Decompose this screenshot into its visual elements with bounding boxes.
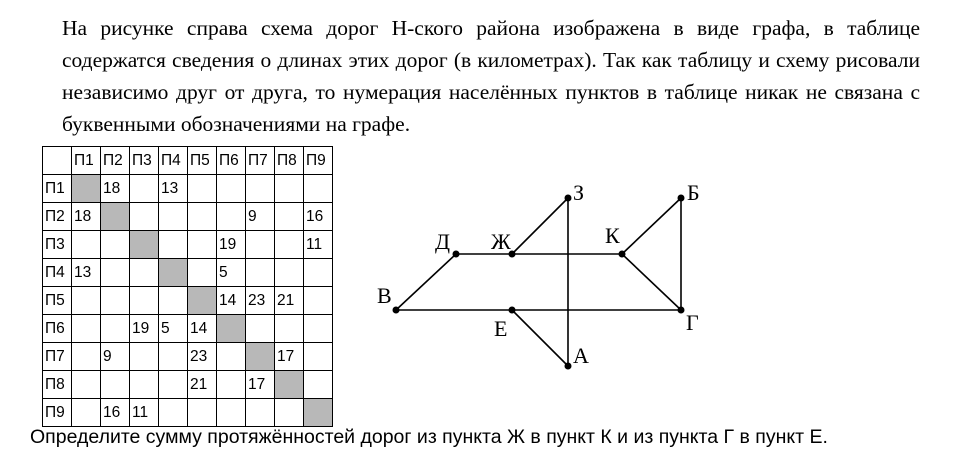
column-header: П2 [101, 147, 130, 175]
graph-edges [396, 198, 681, 366]
graph-node [565, 363, 572, 370]
row-header: П4 [43, 259, 72, 287]
road-edge [622, 254, 681, 310]
distance-cell: 5 [217, 259, 246, 287]
road-edge [512, 198, 568, 254]
distance-cell: 23 [246, 287, 275, 315]
problem-statement: На рисунке справа схема дорог Н-ского района изображена в виде графа, в таблице содержатся сведения о длинах этих дорог (в километрах). Так как таблицу и схему рисовали независимо друг от друга, то нумерация населённых пунктов в таблице никак не связана с буквенными обозначениями на графе. [62, 16, 920, 136]
distance-cell: 18 [101, 175, 130, 203]
road-edge [396, 254, 456, 310]
graph-node [565, 195, 572, 202]
distance-cell: 13 [159, 175, 188, 203]
distance-cell: 21 [188, 371, 217, 399]
distance-cell: 11 [130, 399, 159, 427]
graph-node [453, 251, 460, 258]
distance-cell: 18 [72, 203, 101, 231]
row-header: П6 [43, 315, 72, 343]
distance-cell: 21 [275, 287, 304, 315]
row-header: П9 [43, 399, 72, 427]
node-label: Г [686, 310, 699, 335]
node-label: Ж [491, 229, 511, 254]
row-header: П8 [43, 371, 72, 399]
graph-nodes [393, 195, 685, 370]
row-header: П3 [43, 231, 72, 259]
graph-node [678, 307, 685, 314]
distance-cell: 9 [246, 203, 275, 231]
distance-cell: 17 [246, 371, 275, 399]
distance-cell: 11 [304, 231, 333, 259]
column-header: П4 [159, 147, 188, 175]
graph-node [393, 307, 400, 314]
column-header: П9 [304, 147, 333, 175]
node-label: В [377, 283, 392, 308]
distance-cell: 14 [217, 287, 246, 315]
graph-node [619, 251, 626, 258]
column-header: П6 [217, 147, 246, 175]
distance-cell: 19 [217, 231, 246, 259]
node-label: К [605, 223, 620, 248]
node-label: Д [435, 229, 451, 254]
distance-cell: 14 [188, 315, 217, 343]
road-edge [512, 310, 568, 366]
distance-cell: 16 [101, 399, 130, 427]
column-header: П1 [72, 147, 101, 175]
node-label: Е [494, 316, 508, 341]
row-header: П5 [43, 287, 72, 315]
row-header: П7 [43, 343, 72, 371]
node-label: А [573, 343, 589, 368]
distance-cell: 13 [72, 259, 101, 287]
column-header: П3 [130, 147, 159, 175]
distance-cell: 23 [188, 343, 217, 371]
graph-labels [377, 180, 700, 368]
distance-cell: 19 [130, 315, 159, 343]
node-label: З [573, 180, 585, 205]
node-label: Б [687, 180, 700, 205]
column-header: П8 [275, 147, 304, 175]
question-text: Определите сумму протяжённостей дорог из пункта Ж в пункт К и из пункта Г в пункт Е. [30, 426, 828, 448]
distance-cell: 9 [101, 343, 130, 371]
graph-node [678, 195, 685, 202]
distance-cell: 16 [304, 203, 333, 231]
road-edge [622, 198, 681, 254]
graph-node [509, 307, 516, 314]
row-header: П1 [43, 175, 72, 203]
column-header: П7 [246, 147, 275, 175]
column-header: П5 [188, 147, 217, 175]
distance-cell: 5 [159, 315, 188, 343]
row-header: П2 [43, 203, 72, 231]
distance-cell: 17 [275, 343, 304, 371]
